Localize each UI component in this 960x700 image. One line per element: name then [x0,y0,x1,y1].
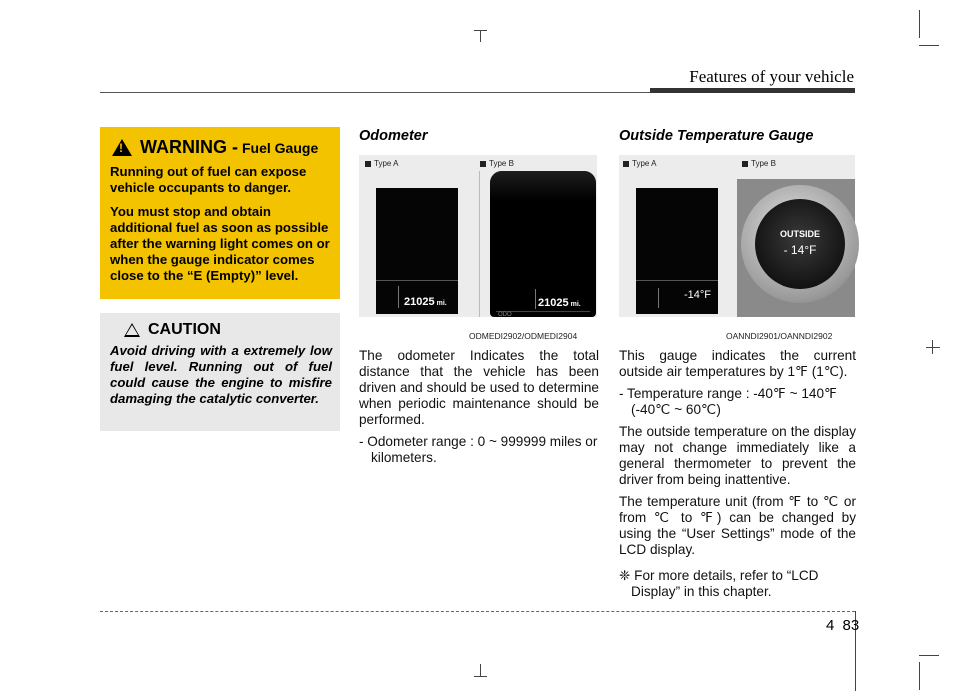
temp-type-b-tag [742,159,776,168]
temp-paragraph-2: The outside temperature on the display may not change immediately like a general thermometer to prevent the driver from being inattentive. [619,424,856,487]
lcd-tick [658,288,659,308]
odometer-title: Odometer [359,128,428,144]
odometer-image [359,155,597,317]
caution-box [100,313,340,431]
bullet-square-icon [365,161,371,167]
lcd-tick [398,286,399,308]
gauge-label: OUTSIDE [779,229,820,239]
odometer-reading-a [404,296,447,308]
crop-mark [474,30,487,31]
odometer-range: - Odometer range : 0 ~ 999999 miles or kilometers. [359,434,598,465]
odometer-body [359,348,599,472]
lcd-separator [636,280,718,281]
odometer-value-b: 21025 [538,297,569,309]
temp-gauge-ring [741,185,859,303]
temp-gauge-b-frame [737,179,855,317]
crop-mark [919,45,939,46]
odometer-unit-a: mi. [436,300,447,307]
temp-reading-a: -14°F [684,289,712,301]
lcd-tick [535,289,536,309]
lcd-separator [376,280,458,281]
caution-text: Avoid driving with a extremely low fuel level. Running out of fuel could cause the engine to misfire damaging the catalytic converter. [110,343,332,406]
odometer-caption: ODMEDI2902/ODMEDI2904 [469,331,578,341]
crop-mark [926,347,940,348]
warning-text-2: You must stop and obtain additional fuel as soon as possible after the warning light comes on or when the gauge indicator comes close to the “E (Empty)” level. [110,204,330,283]
odometer-lcd-a [376,188,458,314]
temp-type-b-label: Type B [751,159,776,168]
warning-subtitle: Fuel Gauge [242,139,319,156]
crop-mark [919,662,920,690]
outside-temp-image [619,155,855,317]
page-section: 4 [826,617,835,634]
temp-reading-b: - 14°F [783,243,817,257]
header-title: Features of your vehicle [689,67,854,86]
panel-divider [479,171,480,317]
temp-type-a-label: Type A [632,159,657,168]
page-number [826,617,859,634]
crop-mark [480,664,481,676]
warning-label: WARNING - [140,137,238,157]
outside-temp-body [619,348,856,606]
temp-type-a-tag [623,159,656,168]
crop-mark [480,30,481,42]
caution-label: CAUTION [148,321,221,338]
odometer-unit-b: mi. [570,301,581,308]
crop-mark [919,10,920,38]
outside-temp-title: Outside Temperature Gauge [619,128,814,144]
temp-lcd-a [636,188,718,314]
caution-title [124,321,332,339]
warning-text-1: Running out of fuel can expose vehicle occupants to danger. [110,164,307,195]
temp-paragraph-1: This gauge indicates the current outside air temperatures by 1℉ (1℃). [619,348,856,379]
odo-label: ODO [498,312,512,318]
crop-mark [474,676,487,677]
page-num: 83 [842,617,860,634]
bullet-square-icon [742,161,748,167]
warning-icon [112,139,132,156]
temp-paragraph-3: The temperature unit (from ℉ to ℃ or from ℃ to ℉) can be changed by using the “User Settings” mode of the LCD display. [619,494,856,557]
header-rule-thick [650,88,855,93]
odometer-type-a-label: Type A [374,159,399,168]
odometer-type-b-label: Type B [489,159,514,168]
temp-gauge-face [755,199,845,289]
odometer-type-a-tag [365,159,398,168]
temp-note: ❈ For more details, refer to “LCD Display” in this chapter. [619,568,819,599]
temp-range: - Temperature range : -40℉ ~ 140℉ (-40℃ ~ 60℃) [619,386,837,417]
lcd-bezel [490,171,596,201]
bullet-square-icon [480,161,486,167]
odometer-value-a: 21025 [404,296,435,308]
odometer-paragraph: The odometer Indicates the total distance that the vehicle has been driven and should be used to determine when periodic maintenance should be performed. [359,348,599,427]
footer-rule [100,611,855,612]
odometer-type-b-tag [480,159,514,168]
odometer-lcd-b [490,171,596,317]
crop-mark [919,655,939,656]
outside-temp-caption: OANNDI2901/OANNDI2902 [726,331,833,341]
odometer-reading-b [538,297,581,309]
caution-icon [124,323,140,337]
bullet-square-icon [623,161,629,167]
warning-box [100,127,340,299]
warning-title [112,137,332,158]
